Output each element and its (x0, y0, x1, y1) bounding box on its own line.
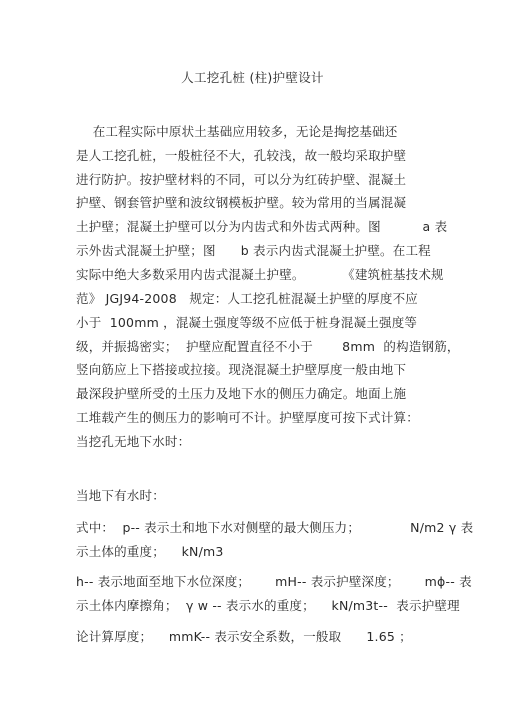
body-line: 论计算厚度； mmK-- 表示安全系数，一般取 1.65 ； (76, 629, 412, 644)
body-line: 实际中绝大多数采用内齿式混凝土护壁。 《建筑桩基技术规 (76, 267, 444, 282)
body-line: 最深段护壁所受的土压力及地下水的侧压力确定。地面上施 (76, 386, 407, 401)
body-line: 示土体内摩擦角； γ w -- 表示水的重度； kN/m3t-- 表示护壁理 (76, 598, 460, 613)
document-title: 人工挖孔桩 (柱)护壁设计 (181, 70, 324, 85)
body-line: 示外齿式混凝土护壁；图 b 表示内齿式混凝土护壁。在工程 (76, 243, 431, 258)
body-line: 土护壁；混凝土护壁可以分为内齿式和外齿式两种。图 a 表 (76, 219, 448, 234)
body-line: 进行防护。按护壁材料的不同，可以分为红砖护壁、混凝土 (76, 172, 407, 187)
body-line: 当地下有水时： (76, 488, 165, 503)
body-line: 范》 JGJ94-2008 规定：人工挖孔桩混凝土护壁的厚度不应 (76, 291, 418, 306)
body-line: 级，并振捣密实； 护壁应配置直径不小于 8mm 的构造钢筋， (76, 339, 460, 354)
body-line: 竖向筋应上下搭接或拉接。现浇混凝土护壁厚度一般由地下 (76, 362, 407, 377)
body-line: 护壁、钢套管护壁和波纹钢模板护壁。较为常用的当属混凝 (76, 195, 407, 210)
body-line: 当挖孔无地下水时： (76, 434, 191, 449)
body-line: 是人工挖孔桩，一般桩径不大，孔较浅，故一般均采取护壁 (76, 148, 407, 163)
body-line: 工堆载产生的侧压力的影响可不计。护壁厚度可按下式计算： (76, 410, 419, 425)
body-line: 在工程实际中原状土基础应用较多，无论是掏挖基础还 (76, 124, 398, 139)
body-line: h-- 表示地面至地下水位深度； mH-- 表示护壁深度； mϕ-- 表 (76, 574, 472, 589)
body-line: 小于 100mm ，混凝土强度等级不应低于桩身混凝土强度等 (76, 315, 418, 330)
body-line: 示土体的重度； kN/m3 (76, 544, 224, 559)
body-line: 式中： p-- 表示土和地下水对侧壁的最大侧压力； N/m2 γ 表 (76, 520, 474, 535)
